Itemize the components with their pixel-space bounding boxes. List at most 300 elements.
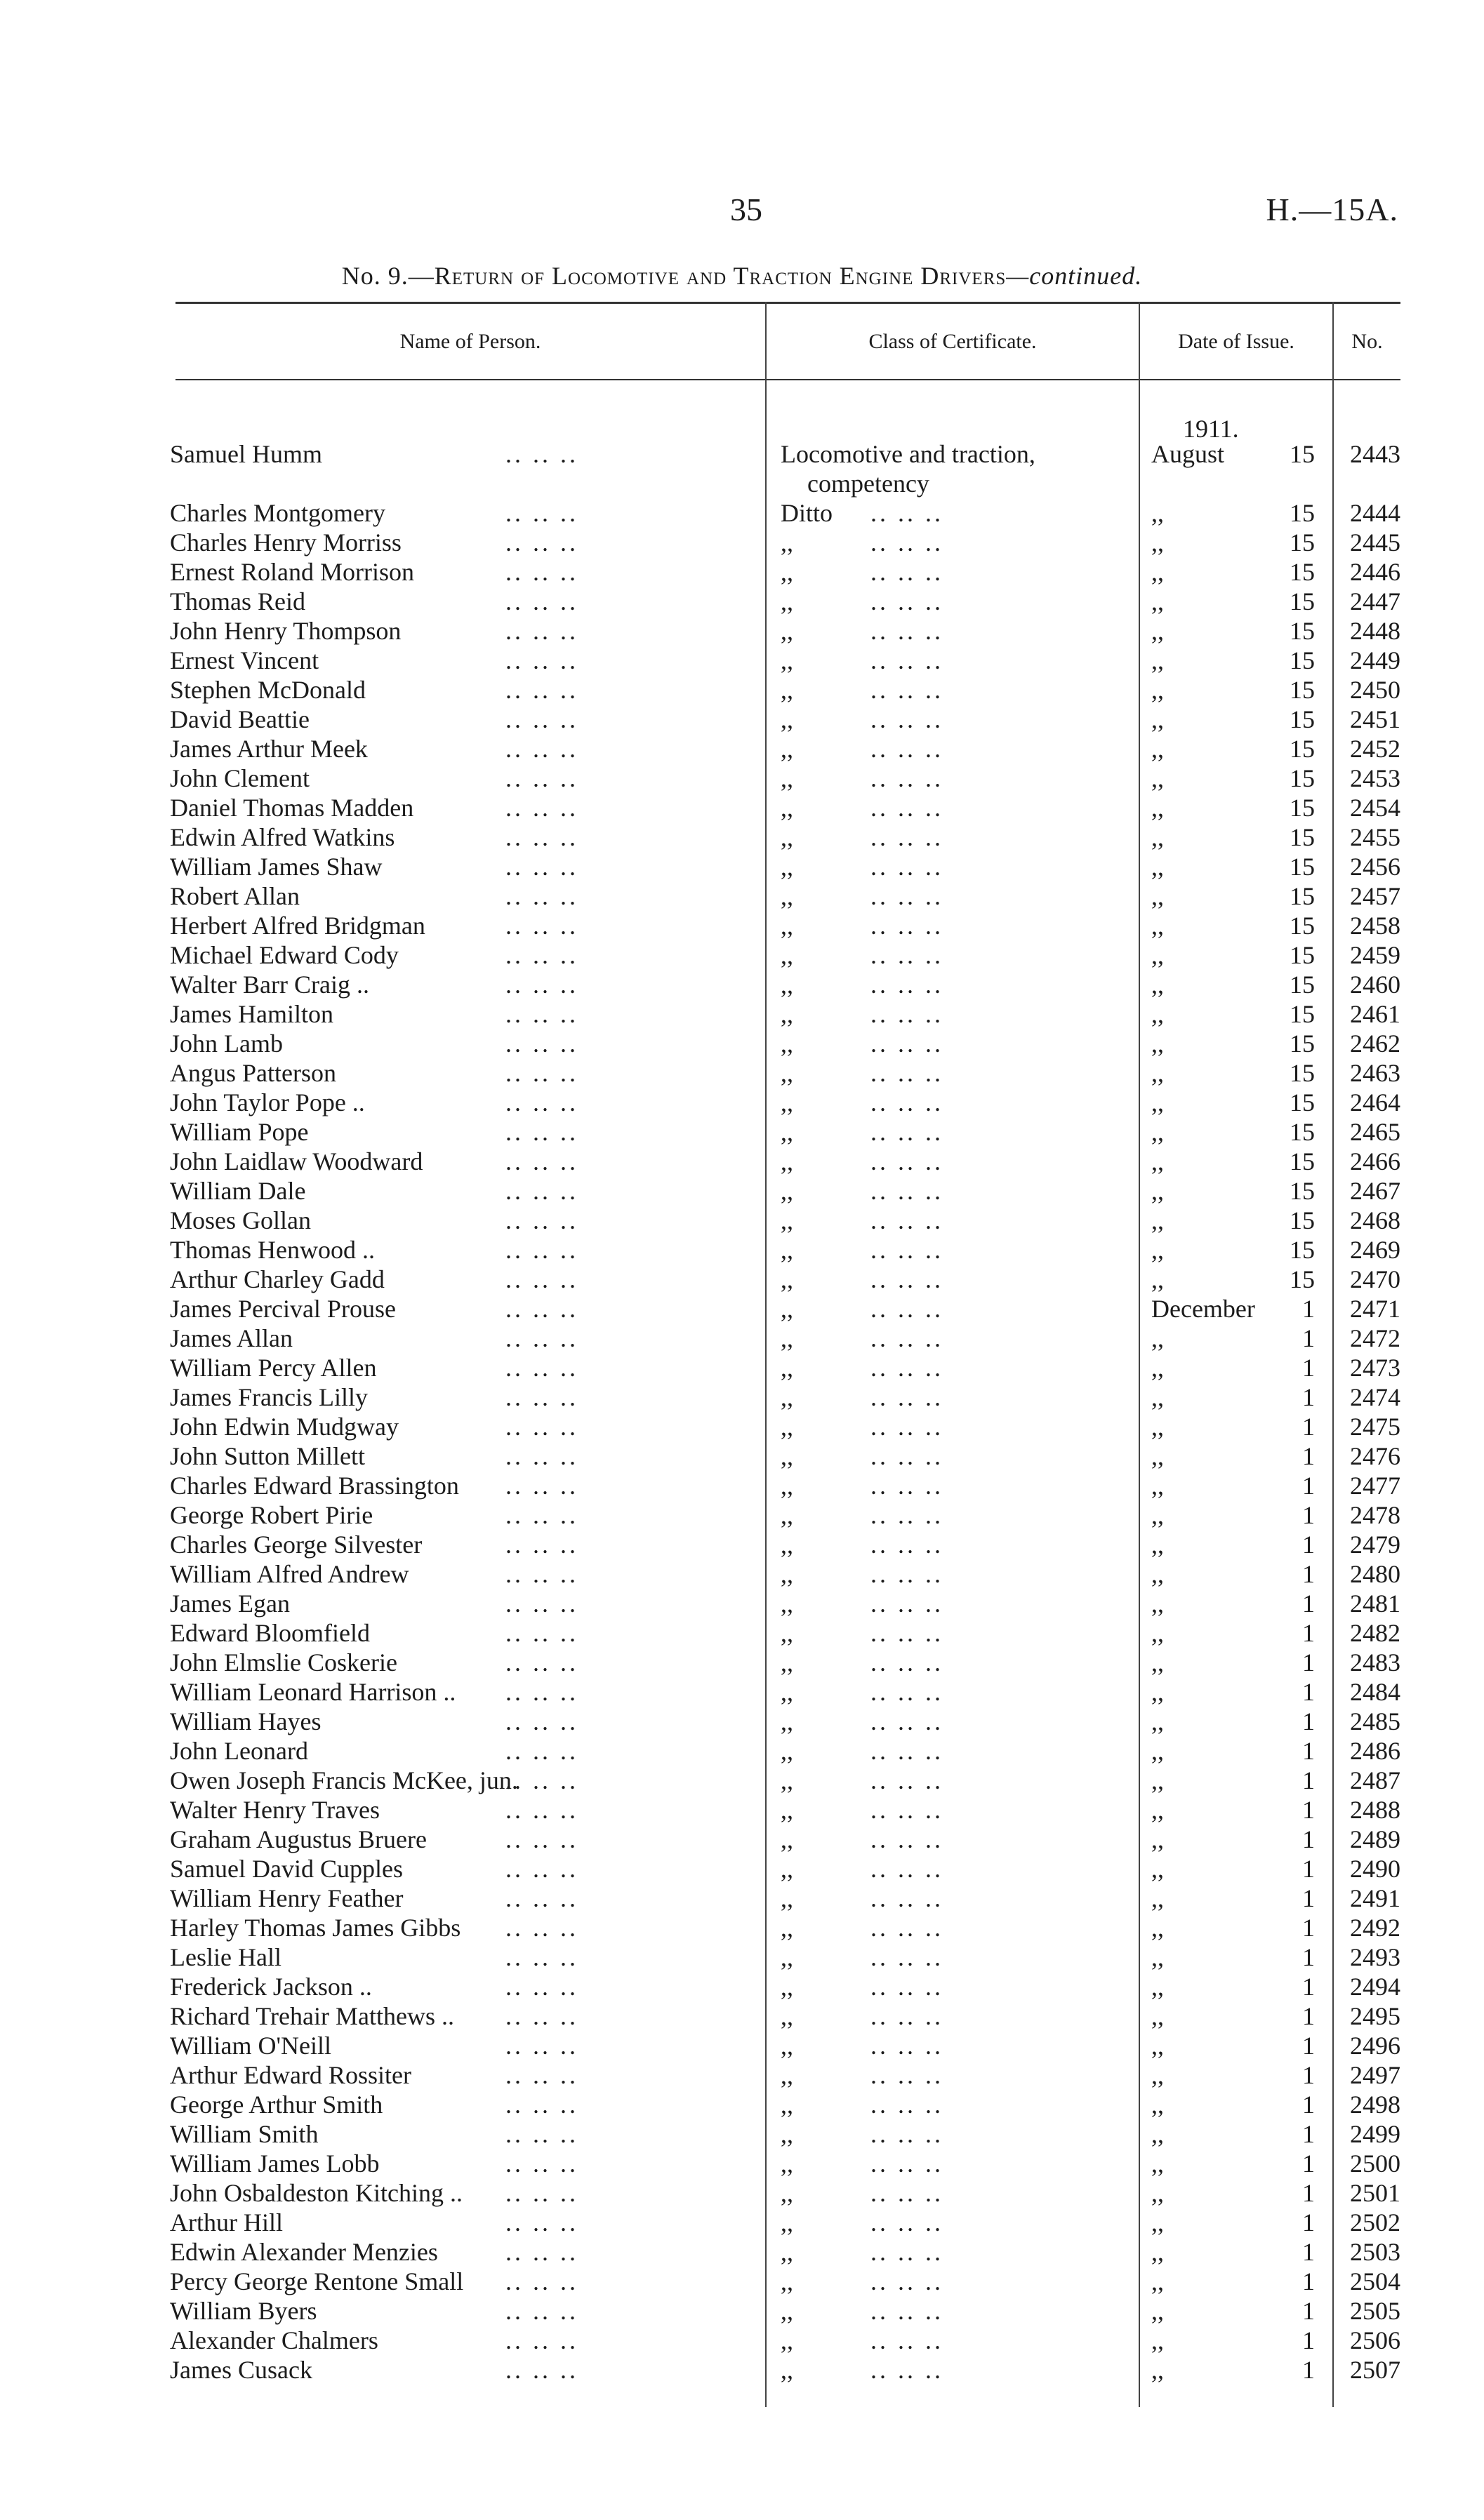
table-row <box>0 1648 1484 1677</box>
table-row <box>0 439 1484 469</box>
person-name: Richard Trehair Matthews .. <box>170 2002 454 2030</box>
certificate-number: 2499 <box>1350 2120 1400 2148</box>
certificate-number: 2495 <box>1350 2002 1400 2030</box>
issue-month: ,, <box>1151 971 1164 999</box>
leader-dots: .. .. .. <box>505 1648 578 1676</box>
table-row <box>0 1471 1484 1500</box>
certificate-class: ,, <box>781 1531 793 1559</box>
issue-day: 1 <box>1302 1796 1315 1824</box>
issue-day: 1 <box>1302 2356 1315 2384</box>
leader-dots: .. .. .. <box>870 1943 943 1971</box>
certificate-class: ,, <box>781 1177 793 1205</box>
leader-dots: .. .. .. <box>870 617 943 645</box>
certificate-class: ,, <box>781 823 793 851</box>
table-row <box>0 911 1484 940</box>
person-name: John Elmslie Coskerie <box>170 1648 397 1676</box>
certificate-number: 2496 <box>1350 2032 1400 2060</box>
table-row <box>0 1707 1484 1736</box>
leader-dots: .. .. .. <box>505 1707 578 1735</box>
certificate-class: ,, <box>781 1442 793 1470</box>
issue-month: ,, <box>1151 1383 1164 1411</box>
issue-day: 1 <box>1302 1973 1315 2001</box>
person-name: William Henry Feather <box>170 1884 404 1912</box>
table-row <box>0 1825 1484 1854</box>
person-name: Arthur Edward Rossiter <box>170 2061 411 2089</box>
table-row <box>0 1913 1484 1942</box>
page-number: 35 <box>730 192 762 227</box>
issue-day: 1 <box>1302 2297 1315 2325</box>
table-row <box>0 1589 1484 1618</box>
table-row <box>0 881 1484 911</box>
issue-day: 15 <box>1290 1236 1315 1264</box>
certificate-number: 2467 <box>1350 1177 1400 1205</box>
issue-month: ,, <box>1151 2032 1164 2060</box>
leader-dots: .. .. .. <box>505 2032 578 2060</box>
issue-month: ,, <box>1151 1678 1164 1706</box>
issue-day: 15 <box>1290 1206 1315 1234</box>
leader-dots: .. .. .. <box>505 1059 578 1087</box>
certificate-number: 2463 <box>1350 1059 1400 1087</box>
issue-day: 15 <box>1290 617 1315 645</box>
issue-day: 15 <box>1290 587 1315 615</box>
leader-dots: .. .. .. <box>505 971 578 999</box>
issue-month: ,, <box>1151 735 1164 763</box>
issue-day: 15 <box>1290 1265 1315 1293</box>
certificate-class: ,, <box>781 1147 793 1175</box>
leader-dots: .. .. .. <box>870 1206 943 1234</box>
issue-day: 1 <box>1302 2032 1315 2060</box>
person-name: James Francis Lilly <box>170 1383 368 1411</box>
issue-day: 1 <box>1302 1766 1315 1794</box>
leader-dots: .. .. .. <box>505 1029 578 1058</box>
person-name: William James Shaw <box>170 853 383 881</box>
leader-dots: .. .. .. <box>870 499 943 527</box>
leader-dots: .. .. .. <box>505 1678 578 1706</box>
table-row <box>0 2208 1484 2237</box>
certificate-number: 2491 <box>1350 1884 1400 1912</box>
issue-month: ,, <box>1151 823 1164 851</box>
certificate-number: 2458 <box>1350 912 1400 940</box>
issue-month: ,, <box>1151 1118 1164 1146</box>
table-row <box>0 1795 1484 1825</box>
leader-dots: .. .. .. <box>870 882 943 910</box>
certificate-class: ,, <box>781 2002 793 2030</box>
issue-month: ,, <box>1151 2326 1164 2354</box>
leader-dots: .. .. .. <box>505 1943 578 1971</box>
certificate-class: ,, <box>781 1236 793 1264</box>
issue-month: ,, <box>1151 1707 1164 1735</box>
issue-day: 1 <box>1302 1589 1315 1618</box>
leader-dots: .. .. .. <box>505 735 578 763</box>
issue-day: 1 <box>1302 1531 1315 1559</box>
leader-dots: .. .. .. <box>505 2326 578 2354</box>
issue-day: 1 <box>1302 1707 1315 1735</box>
leader-dots: .. .. .. <box>505 528 578 556</box>
leader-dots: .. .. .. <box>870 1059 943 1087</box>
issue-month: ,, <box>1151 2208 1164 2236</box>
title-main: Return of Locomotive and Traction Engine Drivers <box>434 262 1007 290</box>
certificate-class: Locomotive and traction, <box>781 440 1035 468</box>
certificate-class: ,, <box>781 2149 793 2178</box>
issue-day: 15 <box>1290 735 1315 763</box>
certificate-number: 2459 <box>1350 941 1400 969</box>
issue-month: ,, <box>1151 1855 1164 1883</box>
issue-month: ,, <box>1151 1413 1164 1441</box>
issue-month: ,, <box>1151 1236 1164 1264</box>
leader-dots: .. .. .. <box>505 2267 578 2295</box>
issue-month: ,, <box>1151 882 1164 910</box>
leader-dots: .. .. .. <box>870 558 943 586</box>
issue-day: 1 <box>1302 2061 1315 2089</box>
certificate-class: ,, <box>781 2267 793 2295</box>
issue-month: ,, <box>1151 1000 1164 1028</box>
leader-dots: .. .. .. <box>505 1177 578 1205</box>
leader-dots: .. .. .. <box>870 1825 943 1853</box>
person-name: William Pope <box>170 1118 309 1146</box>
table-row <box>0 2149 1484 2178</box>
issue-month: ,, <box>1151 764 1164 792</box>
leader-dots: .. .. .. <box>870 1147 943 1175</box>
issue-day: 1 <box>1302 1825 1315 1853</box>
person-name: William Smith <box>170 2120 319 2148</box>
certificate-class: ,, <box>781 587 793 615</box>
issue-day: 1 <box>1302 1354 1315 1382</box>
table-row <box>0 2090 1484 2119</box>
leader-dots: .. .. .. <box>870 1177 943 1205</box>
person-name: John Laidlaw Woodward <box>170 1147 423 1175</box>
certificate-class: ,, <box>781 853 793 881</box>
leader-dots: .. .. .. <box>870 646 943 674</box>
person-name: Leslie Hall <box>170 1943 281 1971</box>
table-row <box>0 2237 1484 2267</box>
certificate-class: ,, <box>781 646 793 674</box>
certificate-class: ,, <box>781 1707 793 1735</box>
table-row <box>0 764 1484 793</box>
table-row <box>0 940 1484 970</box>
certificate-number: 2497 <box>1350 2061 1400 2089</box>
certificate-number: 2478 <box>1350 1501 1400 1529</box>
year-label: 1911. <box>1183 415 1239 443</box>
certificate-class: ,, <box>781 1589 793 1618</box>
certificate-number: 2472 <box>1350 1324 1400 1352</box>
issue-day: 1 <box>1302 2179 1315 2207</box>
leader-dots: .. .. .. <box>505 2208 578 2236</box>
certificate-number: 2476 <box>1350 1442 1400 1470</box>
issue-day: 1 <box>1302 2002 1315 2030</box>
certificate-class: ,, <box>781 1766 793 1794</box>
leader-dots: .. .. .. <box>870 1796 943 1824</box>
certificate-class: ,, <box>781 1884 793 1912</box>
person-name: James Cusack <box>170 2356 312 2384</box>
leader-dots: .. .. .. <box>870 1914 943 1942</box>
person-name: Graham Augustus Bruere <box>170 1825 427 1853</box>
issue-month: ,, <box>1151 646 1164 674</box>
certificate-class: ,, <box>781 1560 793 1588</box>
person-name: James Arthur Meek <box>170 735 368 763</box>
issue-month: ,, <box>1151 617 1164 645</box>
leader-dots: .. .. .. <box>870 676 943 704</box>
leader-dots: .. .. .. <box>870 1707 943 1735</box>
leader-dots: .. .. .. <box>870 1295 943 1323</box>
table-row <box>0 616 1484 646</box>
leader-dots: .. .. .. <box>505 558 578 586</box>
issue-day: 1 <box>1302 1678 1315 1706</box>
certificate-class: ,, <box>781 1354 793 1382</box>
issue-day: 15 <box>1290 558 1315 586</box>
leader-dots: .. .. .. <box>870 1324 943 1352</box>
certificate-class: ,, <box>781 2032 793 2060</box>
person-name: William Leonard Harrison .. <box>170 1678 456 1706</box>
table-row <box>0 1530 1484 1559</box>
table-row <box>0 1382 1484 1412</box>
issue-month: ,, <box>1151 1943 1164 1971</box>
issue-day: 1 <box>1302 1324 1315 1352</box>
leader-dots: .. .. .. <box>505 1501 578 1529</box>
leader-dots: .. .. .. <box>505 1884 578 1912</box>
issue-month: ,, <box>1151 1265 1164 1293</box>
table-row <box>0 1972 1484 2001</box>
issue-day: 1 <box>1302 1648 1315 1676</box>
leader-dots: .. .. .. <box>505 1973 578 2001</box>
column-header-date: Date of Issue. <box>1178 330 1294 353</box>
issue-month: ,, <box>1151 1324 1164 1352</box>
leader-dots: .. .. .. <box>870 1265 943 1293</box>
table-row <box>0 2296 1484 2326</box>
issue-month: ,, <box>1151 1884 1164 1912</box>
issue-day: 1 <box>1302 1560 1315 1588</box>
issue-month: ,, <box>1151 1354 1164 1382</box>
issue-day: 15 <box>1290 1000 1315 1028</box>
leader-dots: .. .. .. <box>505 2061 578 2089</box>
certificate-class: ,, <box>781 1472 793 1500</box>
leader-dots: .. .. .. <box>505 2149 578 2178</box>
leader-dots: .. .. .. <box>870 1501 943 1529</box>
person-name: Charles Montgomery <box>170 499 385 527</box>
leader-dots: .. .. .. <box>505 912 578 940</box>
certificate-class: ,, <box>781 1383 793 1411</box>
issue-day: 1 <box>1302 2326 1315 2354</box>
leader-dots: .. .. .. <box>870 528 943 556</box>
issue-month: ,, <box>1151 2149 1164 2178</box>
leader-dots: .. .. .. <box>505 1265 578 1293</box>
issue-month: ,, <box>1151 676 1164 704</box>
leader-dots: .. .. .. <box>870 2002 943 2030</box>
person-name: Michael Edward Cody <box>170 941 399 969</box>
table-row <box>0 793 1484 822</box>
issue-month: ,, <box>1151 1766 1164 1794</box>
certificate-number: 2484 <box>1350 1678 1400 1706</box>
person-name: James Egan <box>170 1589 290 1618</box>
person-name: Arthur Hill <box>170 2208 283 2236</box>
leader-dots: .. .. .. <box>870 587 943 615</box>
certificate-number: 2443 <box>1350 440 1400 468</box>
leader-dots: .. .. .. <box>870 2356 943 2384</box>
person-name: William Alfred Andrew <box>170 1560 409 1588</box>
leader-dots: .. .. .. <box>870 1029 943 1058</box>
title-suffix: —continued. <box>1006 262 1143 290</box>
certificate-number: 2475 <box>1350 1413 1400 1441</box>
issue-day: 15 <box>1290 882 1315 910</box>
issue-day: 15 <box>1290 1147 1315 1175</box>
person-name: Herbert Alfred Bridgman <box>170 912 425 940</box>
issue-month: ,, <box>1151 1206 1164 1234</box>
issue-month: ,, <box>1151 1472 1164 1500</box>
person-name: Edward Bloomfield <box>170 1619 370 1647</box>
person-name: William Byers <box>170 2297 317 2325</box>
certificate-class: ,, <box>781 617 793 645</box>
table-row <box>0 1235 1484 1265</box>
document-reference: H.—15A. <box>1266 192 1398 227</box>
certificate-number: 2488 <box>1350 1796 1400 1824</box>
leader-dots: .. .. .. <box>505 1383 578 1411</box>
issue-day: 1 <box>1302 2091 1315 2119</box>
issue-month: ,, <box>1151 2297 1164 2325</box>
certificate-class: ,, <box>781 1796 793 1824</box>
leader-dots: .. .. .. <box>870 1531 943 1559</box>
certificate-number: 2474 <box>1350 1383 1400 1411</box>
certificate-number: 2446 <box>1350 558 1400 586</box>
issue-month: ,, <box>1151 1501 1164 1529</box>
table-row <box>0 1854 1484 1884</box>
issue-day: 1 <box>1302 2267 1315 2295</box>
leader-dots: .. .. .. <box>870 2238 943 2266</box>
person-name: Frederick Jackson .. <box>170 1973 372 2001</box>
issue-month: ,, <box>1151 1589 1164 1618</box>
person-name: Walter Barr Craig .. <box>170 971 369 999</box>
table-top-rule <box>175 302 1400 304</box>
leader-dots: .. .. .. <box>870 823 943 851</box>
issue-month: ,, <box>1151 853 1164 881</box>
issue-month: ,, <box>1151 1648 1164 1676</box>
issue-month: ,, <box>1151 2267 1164 2295</box>
leader-dots: .. .. .. <box>870 1737 943 1765</box>
issue-month: ,, <box>1151 1914 1164 1942</box>
table-header-rule <box>175 379 1400 380</box>
table-row <box>0 498 1484 528</box>
table-row <box>0 2267 1484 2296</box>
certificate-class: ,, <box>781 1206 793 1234</box>
issue-month: ,, <box>1151 1973 1164 2001</box>
leader-dots: .. .. .. <box>505 1766 578 1794</box>
certificate-class: ,, <box>781 1825 793 1853</box>
leader-dots: .. .. .. <box>870 794 943 822</box>
leader-dots: .. .. .. <box>870 2032 943 2060</box>
table-row <box>0 1206 1484 1235</box>
person-name: James Hamilton <box>170 1000 333 1028</box>
certificate-class: ,, <box>781 794 793 822</box>
leader-dots: .. .. .. <box>870 1589 943 1618</box>
certificate-class: ,, <box>781 1088 793 1116</box>
issue-day: 1 <box>1302 1943 1315 1971</box>
issue-month: ,, <box>1151 499 1164 527</box>
issue-day: 15 <box>1290 646 1315 674</box>
certificate-number: 2455 <box>1350 823 1400 851</box>
table-row <box>0 1618 1484 1648</box>
table-row <box>0 2178 1484 2208</box>
person-name: James Allan <box>170 1324 293 1352</box>
leader-dots: .. .. .. <box>870 2149 943 2178</box>
issue-month: ,, <box>1151 558 1164 586</box>
table-row <box>0 557 1484 587</box>
certificate-number: 2482 <box>1350 1619 1400 1647</box>
certificate-number: 2492 <box>1350 1914 1400 1942</box>
issue-day: 1 <box>1302 1855 1315 1883</box>
issue-month: ,, <box>1151 1442 1164 1470</box>
issue-month: ,, <box>1151 2061 1164 2089</box>
leader-dots: .. .. .. <box>505 1619 578 1647</box>
leader-dots: .. .. .. <box>870 1000 943 1028</box>
issue-day: 1 <box>1302 2208 1315 2236</box>
leader-dots: .. .. .. <box>505 1914 578 1942</box>
leader-dots: .. .. .. <box>505 1324 578 1352</box>
issue-day: 15 <box>1290 1118 1315 1146</box>
certificate-number: 2464 <box>1350 1088 1400 1116</box>
issue-day: 1 <box>1302 1619 1315 1647</box>
leader-dots: .. .. .. <box>505 1236 578 1264</box>
issue-month: ,, <box>1151 1796 1164 1824</box>
certificate-class: ,, <box>781 705 793 733</box>
certificate-number: 2470 <box>1350 1265 1400 1293</box>
certificate-number: 2453 <box>1350 764 1400 792</box>
person-name: Thomas Reid <box>170 587 305 615</box>
person-name: Alexander Chalmers <box>170 2326 378 2354</box>
leader-dots: .. .. .. <box>505 1118 578 1146</box>
column-header-name: Name of Person. <box>399 330 541 353</box>
table-row <box>0 1058 1484 1088</box>
issue-day: 15 <box>1290 941 1315 969</box>
person-name: William Dale <box>170 1177 306 1205</box>
certificate-number: 2485 <box>1350 1707 1400 1735</box>
certificate-class: ,, <box>781 1118 793 1146</box>
table-row <box>0 1441 1484 1471</box>
leader-dots: .. .. .. <box>505 1589 578 1618</box>
person-name: Owen Joseph Francis McKee, jun. <box>170 1766 518 1794</box>
certificate-number: 2500 <box>1350 2149 1400 2178</box>
person-name: Walter Henry Traves <box>170 1796 380 1824</box>
issue-month: August <box>1151 440 1225 468</box>
person-name: James Percival Prouse <box>170 1295 396 1323</box>
table-row <box>0 1088 1484 1117</box>
certificate-number: 2486 <box>1350 1737 1400 1765</box>
issue-day: 15 <box>1290 1059 1315 1087</box>
issue-day: 1 <box>1302 2149 1315 2178</box>
table-row <box>0 1294 1484 1324</box>
issue-month: December <box>1151 1295 1255 1323</box>
person-name: John Sutton Millett <box>170 1442 366 1470</box>
certificate-number: 2457 <box>1350 882 1400 910</box>
leader-dots: .. .. .. <box>505 1796 578 1824</box>
person-name: Robert Allan <box>170 882 300 910</box>
person-name: George Arthur Smith <box>170 2091 383 2119</box>
certificate-number: 2493 <box>1350 1943 1400 1971</box>
issue-month: ,, <box>1151 794 1164 822</box>
leader-dots: .. .. .. <box>870 1678 943 1706</box>
person-name: John Clement <box>170 764 310 792</box>
table-title <box>0 261 1484 291</box>
issue-day: 15 <box>1290 676 1315 704</box>
issue-day: 1 <box>1302 1413 1315 1441</box>
leader-dots: .. .. .. <box>505 853 578 881</box>
certificate-class: ,, <box>781 1295 793 1323</box>
person-name: Daniel Thomas Madden <box>170 794 414 822</box>
leader-dots: .. .. .. <box>505 794 578 822</box>
person-name: Ernest Roland Morrison <box>170 558 414 586</box>
table-row <box>0 970 1484 999</box>
leader-dots: .. .. .. <box>505 1531 578 1559</box>
leader-dots: .. .. .. <box>870 1855 943 1883</box>
person-name: William O'Neill <box>170 2032 331 2060</box>
issue-month: ,, <box>1151 912 1164 940</box>
